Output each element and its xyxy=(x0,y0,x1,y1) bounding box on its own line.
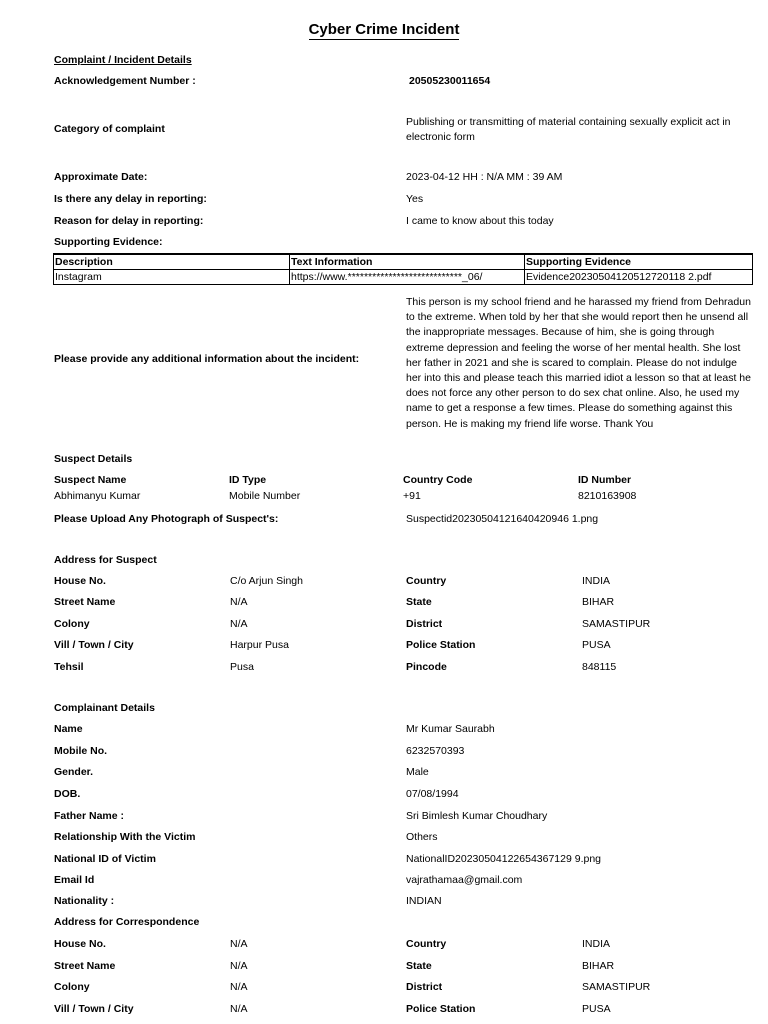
corr-house-value: N/A xyxy=(230,938,248,950)
table-row xyxy=(54,270,753,285)
country-value: INDIA xyxy=(582,575,611,587)
corr-colony-value: N/A xyxy=(230,981,248,993)
house-value: C/o Arjun Singh xyxy=(230,575,303,587)
police-station-label: Police Station xyxy=(406,639,476,651)
date-label: Approximate Date: xyxy=(54,171,148,183)
corr-police-label: Police Station xyxy=(406,1003,476,1015)
corr-country-label: Country xyxy=(406,938,447,950)
date-value: 2023-04-12 HH : N/A MM : 39 AM xyxy=(406,171,563,183)
city-label: Vill / Town / City xyxy=(54,639,134,651)
colony-label: Colony xyxy=(54,618,90,630)
suspect-name-value: Abhimanyu Kumar xyxy=(54,490,141,502)
gender-label: Gender. xyxy=(54,766,94,778)
pincode-label: Pincode xyxy=(406,661,447,673)
country-code-header: Country Code xyxy=(403,474,473,486)
corr-district-label: District xyxy=(406,981,443,993)
corr-colony-label: Colony xyxy=(54,981,90,993)
corr-street-value: N/A xyxy=(230,960,248,972)
gender-value: Male xyxy=(406,766,429,778)
relationship-value: Others xyxy=(406,831,438,843)
evidence-label: Supporting Evidence: xyxy=(54,236,163,248)
id-number-header: ID Number xyxy=(578,474,632,486)
table-header-row xyxy=(54,254,753,270)
corr-state-label: State xyxy=(406,960,432,972)
relationship-label: Relationship With the Victim xyxy=(54,831,196,843)
category-label: Category of complaint xyxy=(54,123,165,135)
house-label: House No. xyxy=(54,575,106,587)
police-station-value: PUSA xyxy=(582,639,611,651)
col-evidence-header: Supporting Evidence xyxy=(525,254,753,270)
dob-label: DOB. xyxy=(54,788,81,800)
suspect-address-heading: Address for Suspect xyxy=(54,554,157,566)
father-name-value: Sri Bimlesh Kumar Choudhary xyxy=(406,810,548,822)
cell-text-info[interactable]: https://www.****************************_06/ xyxy=(290,270,525,285)
corr-house-label: House No. xyxy=(54,938,106,950)
nationality-value: INDIAN xyxy=(406,895,442,907)
delay-label: Is there any delay in reporting: xyxy=(54,193,207,205)
country-label: Country xyxy=(406,575,447,587)
email-value[interactable]: vajrathamaa@gmail.com xyxy=(406,874,523,886)
complainant-name-value: Mr Kumar Saurabh xyxy=(406,723,495,735)
delay-value: Yes xyxy=(406,193,424,205)
father-name-label: Father Name : xyxy=(54,810,125,822)
mobile-label: Mobile No. xyxy=(54,745,108,757)
evidence-table xyxy=(53,253,753,285)
corr-country-value: INDIA xyxy=(582,938,611,950)
corr-district-value: SAMASTIPUR xyxy=(582,981,651,993)
city-value: Harpur Pusa xyxy=(230,639,289,651)
corr-police-value: PUSA xyxy=(582,1003,611,1015)
suspect-photo-file[interactable]: Suspectid20230504121640420946 1.png xyxy=(406,513,599,525)
street-label: Street Name xyxy=(54,596,116,608)
correspondence-heading: Address for Correspondence xyxy=(54,916,200,928)
id-type-header: ID Type xyxy=(229,474,267,486)
corr-city-label: Vill / Town / City xyxy=(54,1003,134,1015)
corr-city-value: N/A xyxy=(230,1003,248,1015)
reason-label: Reason for delay in reporting: xyxy=(54,215,204,227)
corr-state-value: BIHAR xyxy=(582,960,615,972)
district-label: District xyxy=(406,618,443,630)
state-value: BIHAR xyxy=(582,596,615,608)
mobile-value: 6232570393 xyxy=(406,745,465,757)
national-id-file[interactable]: NationalID20230504122654367129 9.png xyxy=(406,853,602,865)
additional-info-label: Please provide any additional information about the incident: xyxy=(54,353,360,365)
complainant-name-label: Name xyxy=(54,723,83,735)
cell-evidence-file[interactable]: Evidence20230504120512720118 2.pdf xyxy=(525,270,753,285)
category-value: Publishing or transmitting of material containing sexually explicit act in electronic form xyxy=(406,116,731,143)
suspect-name-header: Suspect Name xyxy=(54,474,127,486)
id-number-value: 8210163908 xyxy=(578,490,637,502)
ack-number-value: 20505230011654 xyxy=(409,75,491,87)
ack-number-label: Acknowledgement Number : xyxy=(54,75,196,87)
col-description-header: Description xyxy=(54,254,290,270)
cell-description: Instagram xyxy=(54,270,290,285)
col-text-info-header: Text Information xyxy=(290,254,525,270)
page-title: Cyber Crime Incident xyxy=(308,21,460,38)
nationality-label: Nationality : xyxy=(54,895,115,907)
country-code-value: +91 xyxy=(403,490,421,502)
additional-info-text: This person is my school friend and he harassed my friend from Dehradun to the extreme. When told by her that she would report then he unsend all the inappropriate messages. Because of him, she is going through extreme depression and feeling the worse of her mental health. She lost her father in 2021 and she is scared to complain. Please do not indulge her into this and please teach this married idiot a lesson so that at least he does not force any other person to do sex chat online. Also, he used my name to get a response a few times. Please do something against this person. He is making my friend life worse. Thank You xyxy=(406,296,751,430)
complainant-section-heading: Complainant Details xyxy=(54,702,155,714)
state-label: State xyxy=(406,596,432,608)
national-id-label: National ID of Victim xyxy=(54,853,156,865)
colony-value: N/A xyxy=(230,618,248,630)
corr-street-label: Street Name xyxy=(54,960,116,972)
suspect-section-heading: Suspect Details xyxy=(54,453,133,465)
email-label: Email Id xyxy=(54,874,95,886)
dob-value: 07/08/1994 xyxy=(406,788,459,800)
street-value: N/A xyxy=(230,596,248,608)
incident-section-heading: Complaint / Incident Details xyxy=(54,54,192,66)
pincode-value: 848115 xyxy=(582,661,617,673)
id-type-value: Mobile Number xyxy=(229,490,301,502)
district-value: SAMASTIPUR xyxy=(582,618,651,630)
tehsil-label: Tehsil xyxy=(54,661,84,673)
tehsil-value: Pusa xyxy=(230,661,254,673)
suspect-photo-label: Please Upload Any Photograph of Suspect's: xyxy=(54,513,279,525)
reason-value: I came to know about this today xyxy=(406,215,554,227)
